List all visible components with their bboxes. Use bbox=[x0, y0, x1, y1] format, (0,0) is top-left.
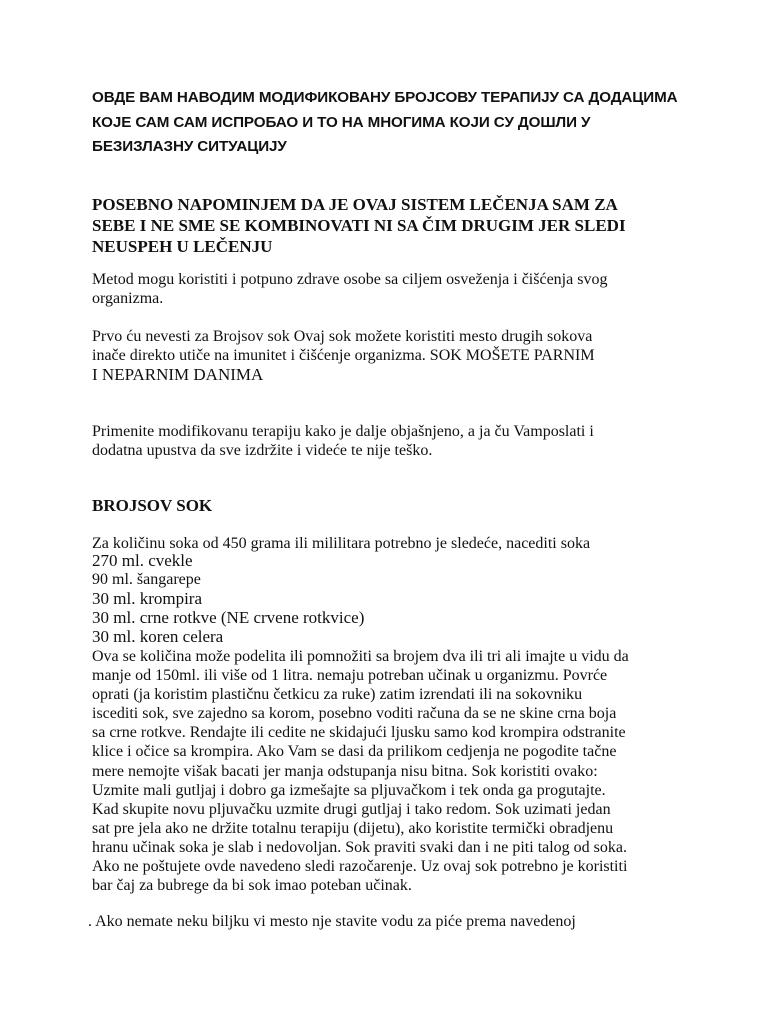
paragraph-line: I NEPARNIM DANIMA bbox=[92, 365, 264, 384]
body-line: sa crne rotkve. Rendajte ili cedite ne skidajući ljusku samo kod krompira odstranite bbox=[92, 724, 626, 742]
paragraph-prvo bbox=[92, 327, 692, 385]
paragraph-line: dodatna upustva da sve izdržite i videće te nije teško. bbox=[92, 442, 433, 459]
warning-line: NEUSPEH U LEČENJU bbox=[92, 237, 273, 256]
body-line: hranu učinak soka je slab i nedovoljan. Sok praviti svaki dan i ne piti talog od soka. bbox=[92, 838, 628, 856]
body-line: sat pre jela ako ne držite totalnu terapiju (dijetu), ako koristite termički obradjenu bbox=[92, 819, 614, 837]
cyrillic-heading bbox=[92, 86, 692, 160]
paragraph-line: inače direkto utiče na imunitet i čišćenje organizma. SOK MOŠETE PARNIM bbox=[92, 347, 595, 364]
heading-line: БЕЗИЗЛАЗНУ СИТУАЦИЈУ bbox=[92, 138, 287, 155]
instructions-paragraph bbox=[92, 647, 692, 895]
body-line: Ova se količina može podelita ili pomnožiti sa brojem dva ili tri ali imajte u vidu da bbox=[92, 648, 629, 665]
body-line: bar čaj za bubrege da bi sok imao poteban učinak. bbox=[92, 877, 412, 895]
ingredient-item: 30 ml. koren celera bbox=[92, 627, 224, 646]
body-line: oprati (ja koristim plastičnu četkicu za ruke) zatim izrendati ili na sokovniku bbox=[92, 686, 583, 704]
warning-heading bbox=[92, 194, 692, 257]
paragraph-metod bbox=[92, 270, 692, 308]
ingredient-list bbox=[92, 551, 492, 646]
warning-line: POSEBNO NAPOMINJEM DA JE OVAJ SISTEM LEČENJA SAM ZA bbox=[92, 195, 618, 214]
paragraph-line: Prvo ću nevesti za Brojsov sok Ovaj sok možete koristiti mesto drugih sokova bbox=[92, 328, 593, 345]
body-line: klice i očice sa krompira. Ako Vam se dasi da prilikom cedjenja ne pogodite tačne bbox=[92, 743, 617, 761]
paragraph-line: Za količinu soka od 450 grama ili mililitara potrebno je sledeće, nacediti soka bbox=[92, 535, 591, 552]
ingredient-item: 30 ml. krompira bbox=[92, 589, 203, 608]
paragraph-primenite bbox=[92, 422, 692, 460]
body-line: Uzmite mali gutljaj i dobro ga izmešajte sa pljuvačkom i tek onda ga progutajte. bbox=[92, 781, 606, 799]
body-line: Ako ne poštujete ovde navedeno sledi razočarenje. Uz ovaj sok potrebno je koristiti bbox=[92, 858, 628, 876]
paragraph-line: Primenite modifikovanu terapiju kako je dalje objašnjeno, a ja ču Vamposlati i bbox=[92, 423, 594, 440]
paragraph-line: organizma. bbox=[92, 290, 164, 307]
heading-line: ОВДЕ ВАМ НАВОДИМ МОДИФИКОВАНУ БРОЈСОВУ ТЕРАПИЈУ СА ДОДАЦИМА bbox=[92, 89, 678, 106]
heading-line: КОЈЕ САМ САМ ИСПРОБАО И ТО НА МНОГИМА КОЈИ СУ ДОШЛИ У bbox=[92, 113, 591, 131]
trailing-line: . Ako nemate neku biljku vi mesto nje stavite vodu za piće prema navedenoj bbox=[88, 913, 576, 930]
paragraph-line: Metod mogu koristiti i potpuno zdrave osobe sa ciljem osveženja i čišćenja svog bbox=[92, 271, 608, 288]
ingredient-item: 90 ml. šangarepe bbox=[92, 571, 201, 588]
body-line: Kad skupite novu pljuvačku uzmite drugi gutljaj i tako redom. Sok uzimati jedan bbox=[92, 800, 611, 818]
body-line: isceditі sok, sve zajedno sa korom, posebno voditi računa da se ne skine crna boja bbox=[92, 705, 617, 723]
ingredient-item: 270 ml. cvekle bbox=[92, 551, 193, 570]
ingredient-item: 30 ml. crne rotkve (NE crvene rotkvice) bbox=[92, 608, 365, 627]
body-line: mere nemojte višak bacati jer manja odstupanja nisu bitna. Sok koristiti ovako: bbox=[92, 762, 598, 780]
body-line: manje od 150ml. ili više od 1 litra. nemaju potreban učinak u organizmu. Povrće bbox=[92, 667, 608, 685]
section-title-brojsov-sok: BROJSOV SOK bbox=[92, 496, 213, 515]
warning-line: SEBE I NE SME SE KOMBINOVATI NI SA ČIM DRUGIM JER SLEDI bbox=[92, 216, 626, 235]
